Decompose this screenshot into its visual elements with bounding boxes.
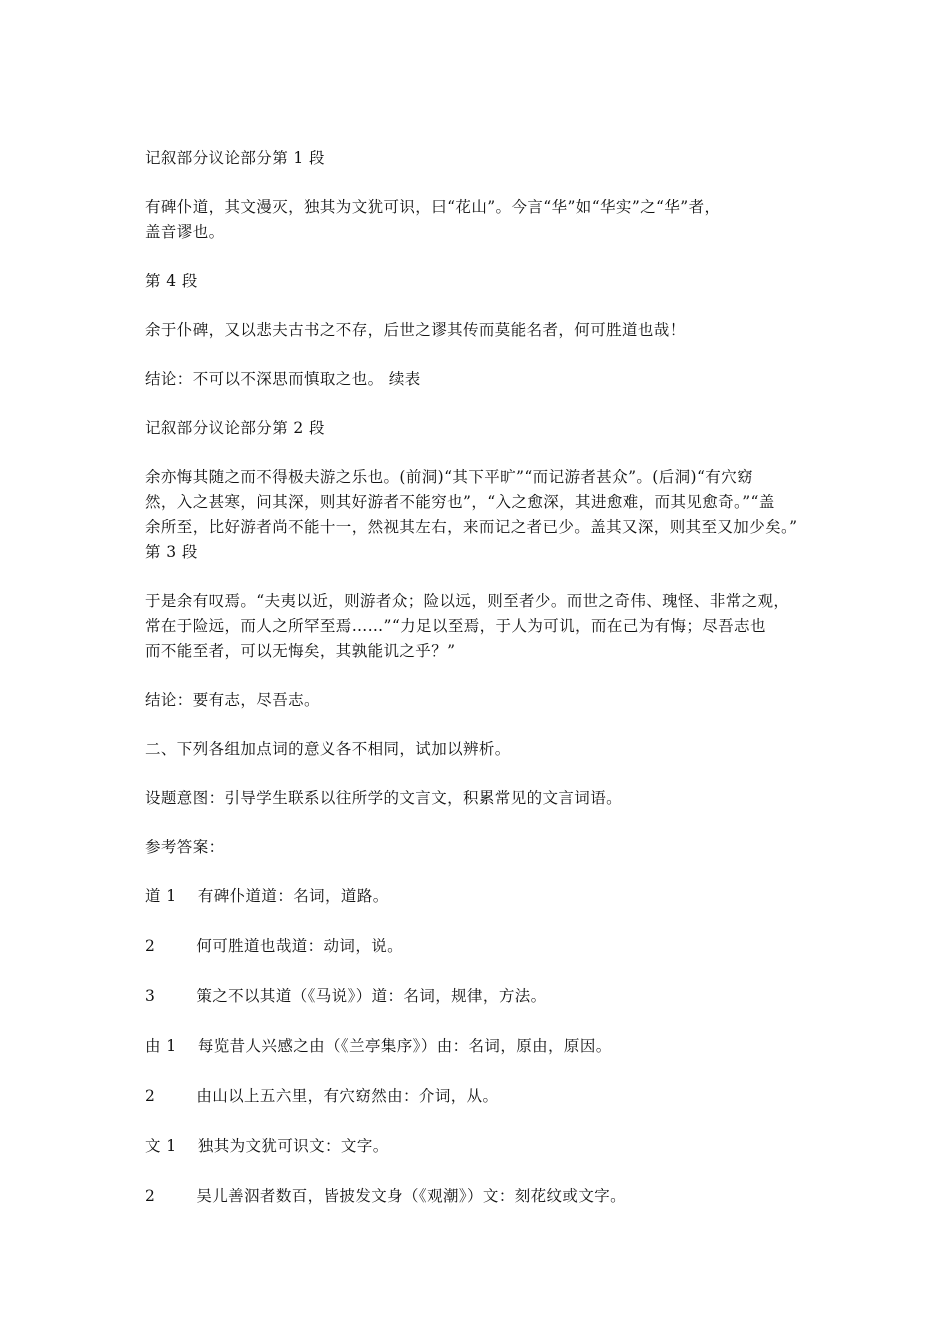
definition-item bbox=[145, 1084, 809, 1109]
definition-text: 策之不以其道（《马说》）道：名词，规律，方法。 bbox=[196, 987, 547, 1005]
definition-text: 有碑仆道道：名词，道路。 bbox=[197, 887, 389, 905]
paragraph bbox=[145, 416, 809, 441]
text-line: 第 4 段 bbox=[145, 272, 198, 290]
definition-item bbox=[145, 934, 809, 959]
document-page bbox=[145, 146, 809, 1234]
text-line: 余所至，比好游者尚不能十一，然视其左右，来而记之者已少。盖其又深，则其至又加少矣。” bbox=[145, 518, 798, 536]
definition-item bbox=[145, 1184, 809, 1209]
paragraph bbox=[145, 269, 809, 294]
definition-index: 文 1 bbox=[145, 1137, 177, 1155]
definition-text: 何可胜道也哉道：动词，说。 bbox=[196, 937, 404, 955]
definition-list bbox=[145, 884, 809, 1209]
paragraph bbox=[145, 835, 809, 860]
paragraph bbox=[145, 367, 809, 392]
definition-text: 吴儿善泅者数百，皆披发文身（《观潮》）文：刻花纹或文字。 bbox=[196, 1187, 627, 1205]
document-body bbox=[145, 146, 809, 860]
definition-index: 2 bbox=[145, 1187, 156, 1205]
text-line: 第 3 段 bbox=[145, 543, 198, 561]
definition-index: 道 1 bbox=[145, 887, 177, 905]
text-line: 然，入之甚寒，问其深，则其好游者不能穷也”，“入之愈深，其进愈难，而其见愈奇。”“盖 bbox=[145, 493, 775, 511]
definition-text: 每览昔人兴感之由（《兰亭集序》）由：名词，原由，原因。 bbox=[197, 1037, 612, 1055]
definition-index: 由 1 bbox=[145, 1037, 177, 1055]
text-line: 记叙部分议论部分第 2 段 bbox=[145, 419, 325, 437]
definition-item bbox=[145, 1134, 809, 1159]
paragraph bbox=[145, 465, 809, 565]
text-line: 二、下列各组加点词的意义各不相同，试加以辨析。 bbox=[145, 740, 511, 758]
text-line: 于是余有叹焉。“夫夷以近，则游者众；险以远，则至者少。而世之奇伟、瑰怪、非常之观， bbox=[145, 592, 790, 610]
definition-index: 2 bbox=[145, 937, 156, 955]
definition-item bbox=[145, 1034, 809, 1059]
text-line: 而不能至者，可以无悔矣，其孰能讥之乎？” bbox=[145, 642, 456, 660]
text-line: 余于仆碑，又以悲夫古书之不存，后世之谬其传而莫能名者，何可胜道也哉！ bbox=[145, 321, 686, 339]
paragraph bbox=[145, 737, 809, 762]
text-line: 常在于险远，而人之所罕至焉……”“力足以至焉，于人为可讥，而在己为有悔；尽吾志也 bbox=[145, 617, 766, 635]
definition-index: 3 bbox=[145, 987, 156, 1005]
definition-item bbox=[145, 884, 809, 909]
text-line: 设题意图：引导学生联系以往所学的文言文，积累常见的文言词语。 bbox=[145, 789, 623, 807]
definition-text: 独其为文犹可识文：文字。 bbox=[197, 1137, 389, 1155]
text-line: 余亦悔其随之而不得极夫游之乐也。(前洞)“其下平旷”“而记游者甚众”。(后洞)“有穴窈 bbox=[145, 468, 754, 486]
text-line: 结论：要有志，尽吾志。 bbox=[145, 691, 320, 709]
text-line: 盖音谬也。 bbox=[145, 223, 225, 241]
text-line: 参考答案： bbox=[145, 838, 225, 856]
definition-text: 由山以上五六里，有穴窈然由：介词，从。 bbox=[196, 1087, 499, 1105]
text-line: 结论：不可以不深思而慎取之也。 续表 bbox=[145, 370, 421, 388]
paragraph bbox=[145, 589, 809, 664]
definition-index: 2 bbox=[145, 1087, 156, 1105]
paragraph bbox=[145, 195, 809, 245]
text-line: 记叙部分议论部分第 1 段 bbox=[145, 149, 325, 167]
paragraph bbox=[145, 688, 809, 713]
text-line: 有碑仆道，其文漫灭，独其为文犹可识，曰“花山”。今言“华”如“华实”之“华”者， bbox=[145, 198, 721, 216]
definition-item bbox=[145, 984, 809, 1009]
paragraph bbox=[145, 786, 809, 811]
paragraph bbox=[145, 146, 809, 171]
paragraph bbox=[145, 318, 809, 343]
